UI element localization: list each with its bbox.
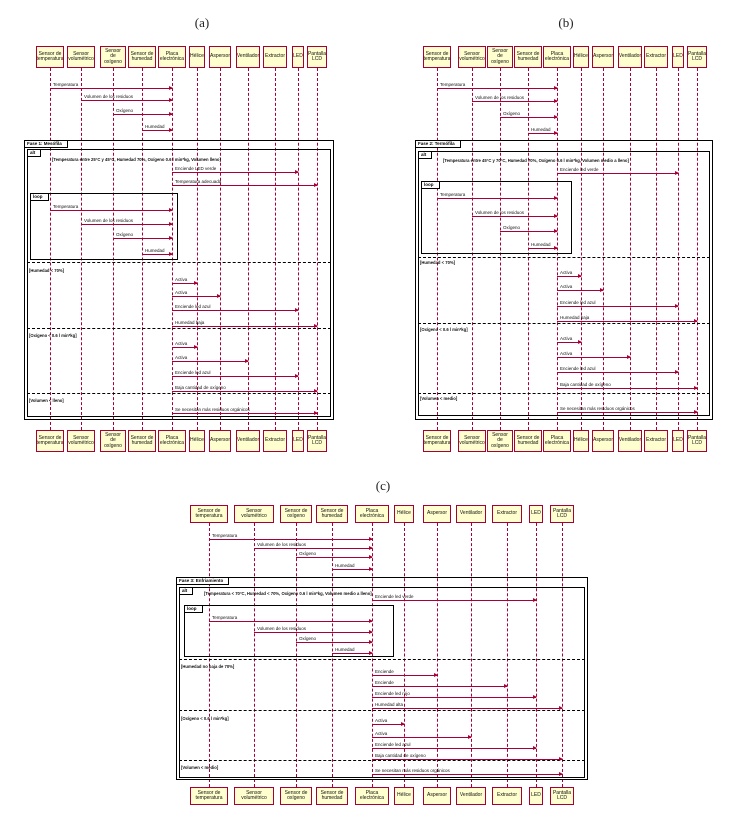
message-label: Temperatura [212, 615, 238, 620]
message-label: Oxígeno [503, 225, 521, 230]
phase-title: Fase 2: Termófila [416, 141, 461, 148]
message-arrow [557, 388, 697, 389]
message-arrow [372, 708, 562, 709]
participant-led-bottom: LED [292, 430, 304, 452]
participant-h-lice-top: Hélice [573, 46, 589, 68]
participant-aspersor-top: Aspersor [209, 46, 231, 68]
participant-placa-electr-nica-top: Placa electrónica [158, 46, 186, 68]
participant-sensor-de-ox-geno-bottom: Sensor de oxígeno [280, 787, 312, 805]
message-label: Enciende led azul [175, 370, 211, 375]
participant-h-lice-bottom: Hélice [394, 787, 414, 805]
loop-frame [184, 605, 394, 657]
guard-g3: [Oxígeno < 0.6 l min*kg] [420, 327, 468, 332]
participant-sensor-volum-trico-top: Sensor volumétrico [67, 46, 95, 68]
message-arrow [332, 653, 372, 654]
message-label: Volumen de los residuos [475, 95, 525, 100]
participant-sensor-de-ox-geno-top: Sensor de oxígeno [487, 46, 513, 68]
message-label: Temperatura [53, 82, 79, 87]
participant-ventilador-top: Ventilador [236, 46, 260, 68]
phase-title: Fase 1: Mesófila [25, 141, 68, 148]
message-label: Se necesitan más residuos orgánicos [560, 406, 635, 411]
participant-pantalla-lcd-bottom: Pantalla LCD [307, 430, 327, 452]
message-arrow [557, 173, 678, 174]
message-arrow [372, 737, 471, 738]
alt-separator [179, 760, 585, 761]
participant-ventilador-bottom: Ventilador [236, 430, 260, 452]
message-arrow [296, 642, 372, 643]
alt-separator [418, 257, 710, 258]
participant-extractor-top: Extractor [263, 46, 287, 68]
message-label: Enciende led rojo [375, 691, 410, 696]
participant-pantalla-lcd-top: Pantalla LCD [687, 46, 707, 68]
message-label: Volumen de los residuos [257, 542, 307, 547]
alt-separator [418, 393, 710, 394]
message-label: Temperatura adecuada [175, 179, 222, 184]
message-label: Humedad [335, 647, 355, 652]
message-label: Volumen de los residuos [475, 210, 525, 215]
message-arrow [81, 224, 172, 225]
message-label: Enciende led verde [560, 167, 599, 172]
message-label: Enciende led azul [560, 300, 596, 305]
message-arrow [254, 632, 372, 633]
participant-led-bottom: LED [529, 787, 543, 805]
participant-sensor-de-temperatura-bottom: Sensor de temperatura [190, 787, 228, 805]
panel-label-b: (b) [558, 15, 574, 30]
message-label: Activa [175, 355, 188, 360]
guard-g1: [Temperatura < 70°C, Humedad < 70%, Oxígeno 0.6 l min*kg, Volumen medio a lleno] [204, 591, 372, 596]
participant-extractor-top: Extractor [644, 46, 668, 68]
participant-extractor-top: Extractor [492, 505, 522, 523]
message-label: Humedad [145, 248, 165, 253]
message-label: Volumen de los residuos [84, 218, 134, 223]
message-arrow [557, 342, 581, 343]
participant-aspersor-bottom: Aspersor [423, 787, 451, 805]
message-label: Temperatura [53, 204, 79, 209]
participant-sensor-de-temperatura-bottom: Sensor de temperatura [36, 430, 64, 452]
participant-sensor-de-humedad-top: Sensor de humedad [316, 505, 348, 523]
participant-sensor-de-temperatura-bottom: Sensor de temperatura [423, 430, 451, 452]
message-arrow [172, 172, 298, 173]
message-arrow [81, 100, 172, 101]
message-arrow [172, 185, 317, 186]
message-label: Enciende led azul [175, 304, 211, 309]
participant-sensor-de-temperatura-top: Sensor de temperatura [36, 46, 64, 68]
participant-aspersor-bottom: Aspersor [209, 430, 231, 452]
participant-ventilador-bottom: Ventilador [618, 430, 642, 452]
participant-led-top: LED [292, 46, 304, 68]
message-label: Activa [175, 277, 188, 282]
alt-separator [418, 323, 710, 324]
alt-separator [27, 328, 331, 329]
message-arrow [472, 101, 557, 102]
alt-separator [179, 710, 585, 711]
participant-placa-electr-nica-bottom: Placa electrónica [543, 430, 571, 452]
message-arrow [172, 361, 248, 362]
message-label: Baja cantidad de oxígeno [175, 385, 226, 390]
participant-extractor-bottom: Extractor [644, 430, 668, 452]
message-label: Humedad [335, 563, 355, 568]
participant-led-top: LED [529, 505, 543, 523]
message-arrow [172, 347, 197, 348]
participant-sensor-volum-trico-bottom: Sensor volumétrico [458, 430, 486, 452]
message-label: Enciende LED verde [175, 166, 217, 171]
message-arrow [332, 569, 372, 570]
alt-separator [27, 393, 331, 394]
message-arrow [500, 117, 557, 118]
participant-aspersor-top: Aspersor [423, 505, 451, 523]
participant-sensor-de-humedad-top: Sensor de humedad [128, 46, 156, 68]
message-arrow [372, 759, 562, 760]
participant-aspersor-top: Aspersor [592, 46, 614, 68]
message-arrow [172, 326, 317, 327]
message-arrow [437, 88, 557, 89]
message-arrow [172, 310, 298, 311]
message-arrow [472, 216, 557, 217]
message-arrow [557, 306, 678, 307]
participant-aspersor-bottom: Aspersor [592, 430, 614, 452]
message-label: Enciende [375, 669, 394, 674]
participant-sensor-volum-trico-top: Sensor volumétrico [458, 46, 486, 68]
message-label: Se necesitan más residuos orgánicos [375, 768, 450, 773]
participant-placa-electr-nica-bottom: Placa electrónica [158, 430, 186, 452]
message-arrow [296, 557, 372, 558]
message-arrow [142, 130, 172, 131]
message-arrow [172, 413, 317, 414]
participant-placa-electr-nica-top: Placa electrónica [355, 505, 389, 523]
message-arrow [557, 357, 630, 358]
participant-led-bottom: LED [672, 430, 684, 452]
participant-sensor-de-temperatura-top: Sensor de temperatura [423, 46, 451, 68]
message-arrow [113, 114, 172, 115]
message-label: Oxígeno [299, 551, 317, 556]
message-label: Oxígeno [299, 636, 317, 641]
message-label: Temperatura [212, 533, 238, 538]
guard-g2: [Humedad no baja de 70%] [181, 664, 235, 669]
message-arrow [557, 276, 581, 277]
message-arrow [50, 88, 172, 89]
participant-h-lice-top: Hélice [189, 46, 205, 68]
guard-g4: [Volumen < medio] [181, 765, 219, 770]
message-arrow [172, 296, 220, 297]
message-label: Activa [175, 341, 188, 346]
message-label: Volumen de los residuos [84, 94, 134, 99]
message-label: Se necesitan más residuos orgánicos [175, 407, 250, 412]
message-arrow [50, 210, 172, 211]
message-label: Humedad baja [560, 315, 590, 320]
message-label: Oxígeno [116, 232, 134, 237]
participant-ventilador-top: Ventilador [618, 46, 642, 68]
participant-sensor-volum-trico-bottom: Sensor volumétrico [67, 430, 95, 452]
guard-g3: [Oxígeno < 0.6 l min*kg] [29, 333, 77, 338]
message-arrow [142, 254, 172, 255]
message-label: Humedad [531, 242, 551, 247]
message-arrow [528, 133, 557, 134]
message-label: Activa [375, 731, 388, 736]
message-label: Baja cantidad de oxígeno [560, 382, 611, 387]
participant-extractor-bottom: Extractor [263, 430, 287, 452]
message-arrow [557, 412, 697, 413]
message-label: Oxígeno [503, 111, 521, 116]
participant-sensor-de-ox-geno-bottom: Sensor de oxígeno [100, 430, 126, 452]
participant-led-top: LED [672, 46, 684, 68]
participant-pantalla-lcd-bottom: Pantalla LCD [687, 430, 707, 452]
message-label: Enciende led verde [375, 594, 414, 599]
message-label: Humedad alta [375, 702, 404, 707]
message-label: Oxígeno [116, 108, 134, 113]
message-label: Volumen de los residuos [257, 626, 307, 631]
guard-g4: [Volumen < lleno] [29, 398, 64, 403]
message-label: Activa [375, 718, 388, 723]
loop-tab: loop [31, 194, 49, 201]
message-arrow [372, 600, 536, 601]
participant-sensor-de-ox-geno-top: Sensor de oxígeno [100, 46, 126, 68]
message-label: Temperatura [440, 82, 466, 87]
guard-g4: [Volumen < medio] [420, 396, 458, 401]
message-arrow [372, 774, 562, 775]
message-label: Temperatura [440, 192, 466, 197]
participant-sensor-de-humedad-bottom: Sensor de humedad [514, 430, 542, 452]
phase-title: Fase 3: Enfriamiento [177, 578, 229, 585]
participant-sensor-de-temperatura-top: Sensor de temperatura [190, 505, 228, 523]
guard-g1: [Temperatura entre 45°C y 70°C, Humedad 70%, Oxígeno 0.6 l min*kg, Volumen medio a lleno] [443, 158, 629, 163]
participant-ventilador-top: Ventilador [456, 505, 486, 523]
participant-sensor-de-humedad-bottom: Sensor de humedad [128, 430, 156, 452]
message-label: Baja cantidad de oxígeno [375, 753, 426, 758]
message-arrow [172, 391, 317, 392]
message-arrow [557, 321, 697, 322]
alt-tab: alt [180, 588, 193, 595]
message-label: Humedad baja [175, 320, 205, 325]
message-arrow [172, 283, 197, 284]
guard-g2: [Humedad < 70%] [29, 268, 65, 273]
participant-placa-electr-nica-top: Placa electrónica [543, 46, 571, 68]
message-arrow [437, 198, 557, 199]
participant-sensor-de-ox-geno-bottom: Sensor de oxígeno [487, 430, 513, 452]
participant-sensor-de-humedad-bottom: Sensor de humedad [316, 787, 348, 805]
message-arrow [372, 697, 536, 698]
participant-extractor-bottom: Extractor [492, 787, 522, 805]
message-label: Enciende led azul [375, 742, 411, 747]
alt-tab: alt [28, 150, 41, 157]
message-arrow [372, 724, 404, 725]
participant-h-lice-bottom: Hélice [189, 430, 205, 452]
participant-sensor-volum-trico-bottom: Sensor volumétrico [234, 787, 274, 805]
message-arrow [557, 290, 603, 291]
alt-tab: alt [419, 152, 432, 159]
loop-tab: loop [422, 182, 440, 189]
guard-g2: [Humedad < 70%] [420, 260, 456, 265]
message-arrow [528, 248, 557, 249]
guard-g3: [Oxígeno < 0.6 l min*kg] [181, 716, 229, 721]
message-arrow [500, 231, 557, 232]
message-label: Enciende [375, 680, 394, 685]
participant-pantalla-lcd-top: Pantalla LCD [307, 46, 327, 68]
message-label: Enciende led azul [560, 366, 596, 371]
loop-tab: loop [185, 606, 203, 613]
message-arrow [172, 376, 298, 377]
participant-h-lice-top: Hélice [394, 505, 414, 523]
panel-label-a: (a) [194, 15, 210, 30]
message-arrow [372, 686, 507, 687]
message-label: Activa [560, 270, 573, 275]
message-label: Humedad [145, 124, 165, 129]
participant-pantalla-lcd-bottom: Pantalla LCD [550, 787, 574, 805]
message-label: Activa [560, 284, 573, 289]
alt-separator [27, 262, 331, 263]
guard-g1: [Temperatura entre 25°C y 45°C, Humedad 70%, Oxígeno 0.6 l min*kg, Volumen lleno] [52, 157, 221, 162]
participant-pantalla-lcd-top: Pantalla LCD [550, 505, 574, 523]
message-arrow [557, 372, 678, 373]
participant-ventilador-bottom: Ventilador [456, 787, 486, 805]
message-arrow [372, 748, 536, 749]
message-arrow [372, 675, 437, 676]
panel-label-c: (c) [375, 478, 391, 493]
message-arrow [209, 539, 372, 540]
participant-sensor-de-humedad-top: Sensor de humedad [514, 46, 542, 68]
message-label: Activa [560, 336, 573, 341]
message-label: Humedad [531, 127, 551, 132]
alt-separator [179, 659, 585, 660]
message-label: Activa [560, 351, 573, 356]
participant-sensor-volum-trico-top: Sensor volumétrico [234, 505, 274, 523]
message-arrow [209, 621, 372, 622]
message-arrow [254, 548, 372, 549]
participant-placa-electr-nica-bottom: Placa electrónica [355, 787, 389, 805]
participant-h-lice-bottom: Hélice [573, 430, 589, 452]
message-label: Activa [175, 290, 188, 295]
message-arrow [113, 238, 172, 239]
participant-sensor-de-ox-geno-top: Sensor de oxígeno [280, 505, 312, 523]
